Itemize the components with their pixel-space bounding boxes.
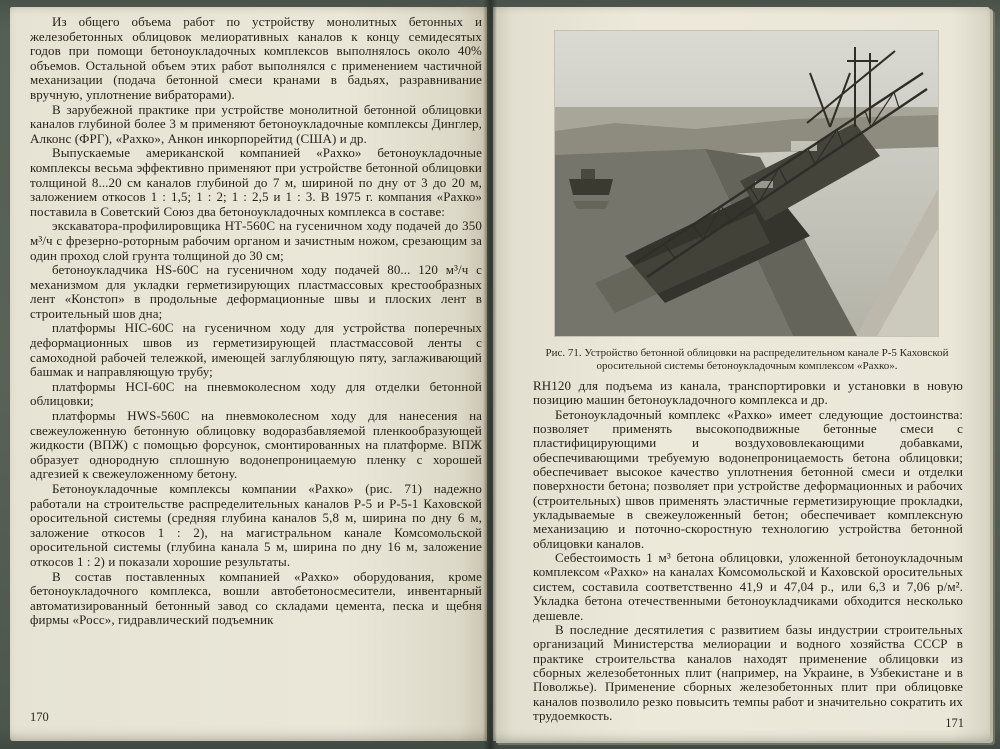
page-number-right: 171	[945, 716, 964, 730]
paragraph: платформы HWS-560C на пневмоколесном ходу для нанесения на свежеуложенную бетонную облицовку водоразбавляемой пленкообразующей жидкости (ВПЖ) с помощью форсунок, смонтированных на платформе. ВПЖ образует однородную сплошную водонепроницаемую пленку с хорошей адгезией к свежеуложенному бетону.	[30, 408, 482, 482]
right-page	[493, 7, 990, 741]
paragraph: В последние десятилетия с развитием базы индустрии строительных организаций Министерства мелиорации и водного хозяйства СССР в практике строительства каналов находят применение облицовки из сборных железобетонных плит (например, на Украине, в Узбекистане и в Поволжье). Применение сборных железобетонных плит при облицовке каналов позволило резко повысить темпы работ и значительно сократить их трудоемкость.	[533, 621, 963, 723]
figure-caption: Рис. 71. Устройство бетонной облицовки на распределительном канале Р-5 Каховской оросительной системы бетоноукладочным комплексом «Рахко».	[545, 347, 949, 372]
paragraph: Бетоноукладочный комплекс «Рахко» имеет следующие достоинства: позволяет применять высокоподвижные бетонные смеси с пластифицирующими и воздухововлекающими добавками, обеспечивающими требуемую водонепроницаемость бетона облицовки; обеспечивает высокое качество уплотнения бетонной смеси и отделки поверхности бетона; позволяет при устройстве деформационных и рабочих (строительных) швов применять эластичные герметизирующие прокладки, укладываемые в свежеуложенный бетон; обеспечивает комплексную механизацию и поточно-скоростную технологию устройства бетонной облицовки каналов.	[533, 406, 963, 551]
paragraph: платформы HIC-60C на гусеничном ходу для устройства поперечных деформационных швов из герметизирующей пластмассовой ленты с самоходной рабочей тележкой, имеющей заглубляющую пяту, заглаживающий башмак и направляющую трубу;	[30, 320, 482, 380]
left-page-text	[30, 15, 482, 628]
paragraph: платформы HCI-60C на пневмоколесном ходу для отделки бетонной облицовки;	[30, 378, 482, 409]
paragraph: В состав поставленных компанией «Рахко» оборудования, кроме бетоноукладочного комплекса, вошли автобетоносмесители, инвентарный автоматизированный бетонный завод со складами цемента, песка и щебня фирмы «Росс», гидравлический подъемник	[30, 568, 482, 628]
paragraph: Выпускаемые американской компанией «Рахко» бетоноукладочные комплексы весьма эффективно применяют при устройстве бетонной облицовки толщиной 8...20 см каналов глубиной до 7 м, шириной по дну от 3 до 20 м, заложением откосов 1 : 1,5; 1 : 2; 1 : 2,5 и 1 : 3. В 1975 г. компания «Рахко» поставила в Советский Союз два бетоноукладочных комплекса в составе:	[30, 145, 482, 219]
right-page-text	[533, 379, 963, 723]
paragraph: Из общего объема работ по устройству монолитных бетонных и железобетонных облицовок мелиоративных каналов к концу семидесятых годов при помощи бетоноукладочных комплексов выполнялось около 40% объемов. Остальной объем этих работ выполнялся с применением частичной механизации (подача бетонной смеси кранами в бадьях, разравнивание вручную, уплотнение вибраторами).	[30, 14, 482, 102]
paragraph: RH120 для подъема из канала, транспортировки и установки в новую позицию машин бетоноукладочного комплекса и др.	[533, 378, 963, 408]
left-page	[10, 7, 487, 741]
canal-machine-photo-illustration	[555, 31, 938, 336]
page-number-left: 170	[30, 710, 49, 724]
paragraph: бетоноукладчика HS-60C на гусеничном ходу подачей 80... 120 м³/ч с механизмом для укладки герметизирующих пластмассовых крестообразных лент «Констоп» в продольные деформационные швы и плоских лент в строительный шов дна;	[30, 262, 482, 321]
paragraph: В зарубежной практике при устройстве монолитной бетонной облицовки каналов глубиной более 3 м применяют бетоноукладочные комплексы Динглер, Алконс (ФРГ), «Рахко», Анкон инкорпорейтид (США) и др.	[30, 101, 482, 146]
paragraph: экскаватора-профилировщика НТ-560С на гусеничном ходу подачей до 350 м³/ч с фрезерно-роторным рабочим органом и зачистным ножом, срезающим за один проход слой грунта толщиной до 30 см;	[30, 218, 482, 263]
paragraph: Бетоноукладочные комплексы компании «Рахко» (рис. 71) надежно работали на строительстве распределительных каналов Р-5 и Р-5-1 Каховской оросительной системы (средняя глубина каналов 5,8 м, ширина по дну 6 м, заложение откосов 1 : 2), на магистральном канале Комсомольской оросительной системы (глубина канала 5 м, ширина по дну 16 м, заложение откосов 1 : 2) и показали хорошие результаты.	[30, 481, 482, 569]
figure-photo	[555, 31, 938, 336]
paragraph: Себестоимость 1 м³ бетона облицовки, уложенной бетоноукладочным комплексом «Рахко» на каналах Комсомольской и Каховской оросительных систем, составила соответственно 41,9 и 47,04 р., или 6,3 и 7,06 р/м². Укладка бетона отечественными бетоноукладчиками обходится несколько дешевле.	[533, 550, 963, 623]
